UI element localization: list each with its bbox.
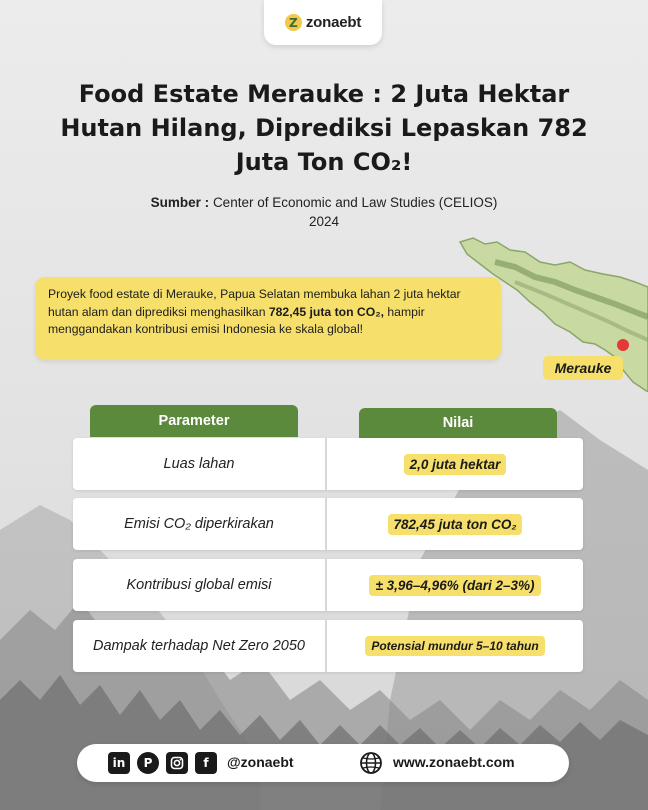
row-value: ± 3,96–4,96% (dari 2–3%) [369, 575, 540, 596]
website-link[interactable]: www.zonaebt.com [393, 754, 515, 770]
source-citation [150, 193, 498, 231]
social-handle[interactable]: @zonaebt [227, 754, 294, 770]
globe-icon [359, 751, 383, 775]
row-parameter: Luas lahan [163, 455, 235, 472]
map-label-merauke: Merauke [543, 356, 623, 380]
source-text: Center of Economic and Law Studies (CELIOS) 2024 [212, 195, 498, 229]
brand-logo-tab[interactable] [264, 0, 382, 45]
facebook-icon[interactable]: f [195, 752, 217, 774]
row-parameter: Dampak terhadap Net Zero 2050 [93, 637, 305, 654]
table-row [73, 559, 583, 611]
footer-bar [77, 744, 569, 782]
row-value: 782,45 juta ton CO₂ [388, 514, 523, 535]
instagram-icon[interactable] [166, 752, 188, 774]
row-value: 2,0 juta hektar [404, 454, 507, 475]
intro-text-after: hampir menggandakan kontribusi emisi Indonesia ke skala global! [48, 304, 425, 336]
merauke-marker-icon [617, 339, 629, 351]
intro-callout [35, 277, 501, 360]
intro-highlight: 782,45 juta ton CO₂, [268, 304, 385, 319]
table-row [73, 620, 583, 672]
row-parameter: Kontribusi global emisi [126, 576, 272, 593]
source-label: Sumber : [150, 195, 210, 210]
title-line-1: Food Estate Merauke : 2 Juta Hektar [78, 80, 570, 108]
title-line-3: Juta Ton CO₂! [235, 148, 413, 176]
pinterest-icon[interactable]: P [137, 752, 159, 774]
row-value: Potensial mundur 5–10 tahun [365, 636, 544, 656]
table-row [73, 498, 583, 550]
page-title [40, 77, 608, 179]
table-header-parameter: Parameter [90, 405, 298, 437]
zonaebt-logo-icon: Z [285, 14, 302, 31]
linkedin-icon[interactable]: in [108, 752, 130, 774]
row-parameter: Emisi CO₂ diperkirakan [124, 515, 274, 532]
table-header-value: Nilai [359, 408, 557, 438]
brand-name: zonaebt [305, 14, 362, 31]
table-row [73, 438, 583, 490]
title-line-2: Hutan Hilang, Diprediksi Lepaskan 782 [60, 114, 588, 142]
intro-text-before: Proyek food estate di Merauke, Papua Selatan membuka lahan 2 juta hektar hutan alam dan diprediksi menghasilkan [48, 287, 461, 319]
